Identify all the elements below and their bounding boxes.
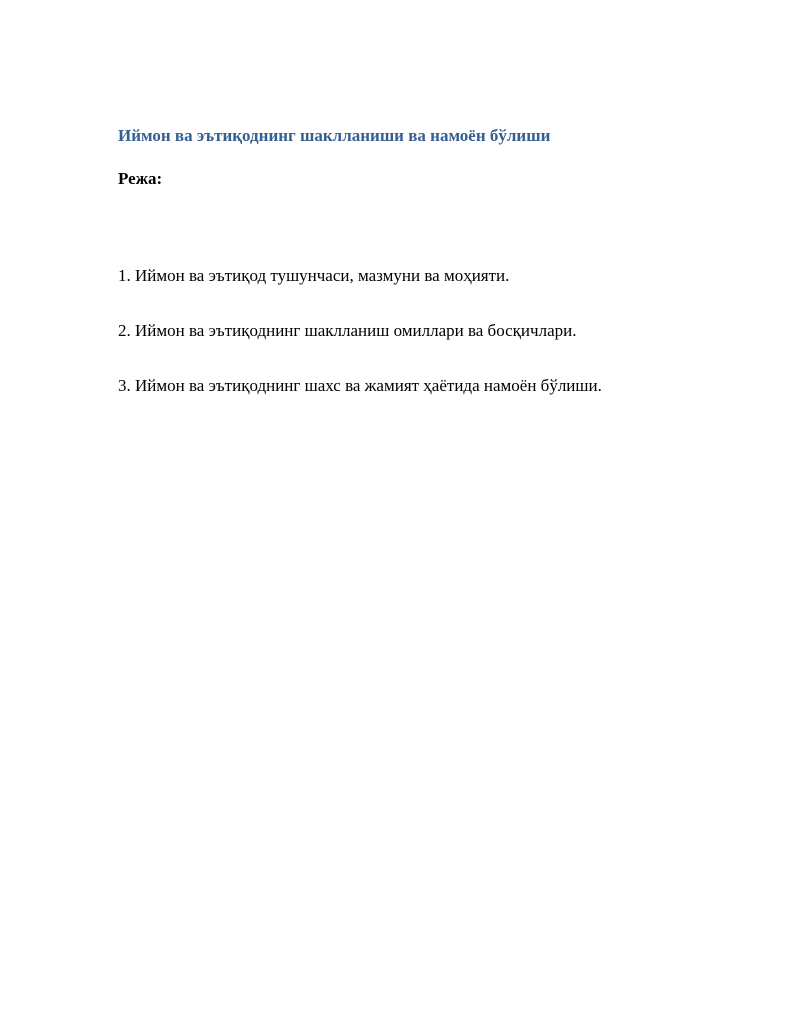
plan-list xyxy=(118,265,602,430)
document-title: Иймон ва эътиқоднинг шаклланиши ва намоён бўлиши xyxy=(118,126,551,145)
plan-item: 2. Иймон ва эътиқоднинг шаклланиш омиллари ва босқичлари. xyxy=(118,321,577,340)
plan-label: Режа: xyxy=(118,169,163,188)
plan-item: 3. Иймон ва эътиқоднинг шахс ва жамият ҳаётида намоён бўлиши. xyxy=(118,376,602,395)
plan-item: 1. Иймон ва эътиқод тушунчаси, мазмуни ва моҳияти. xyxy=(118,266,510,285)
